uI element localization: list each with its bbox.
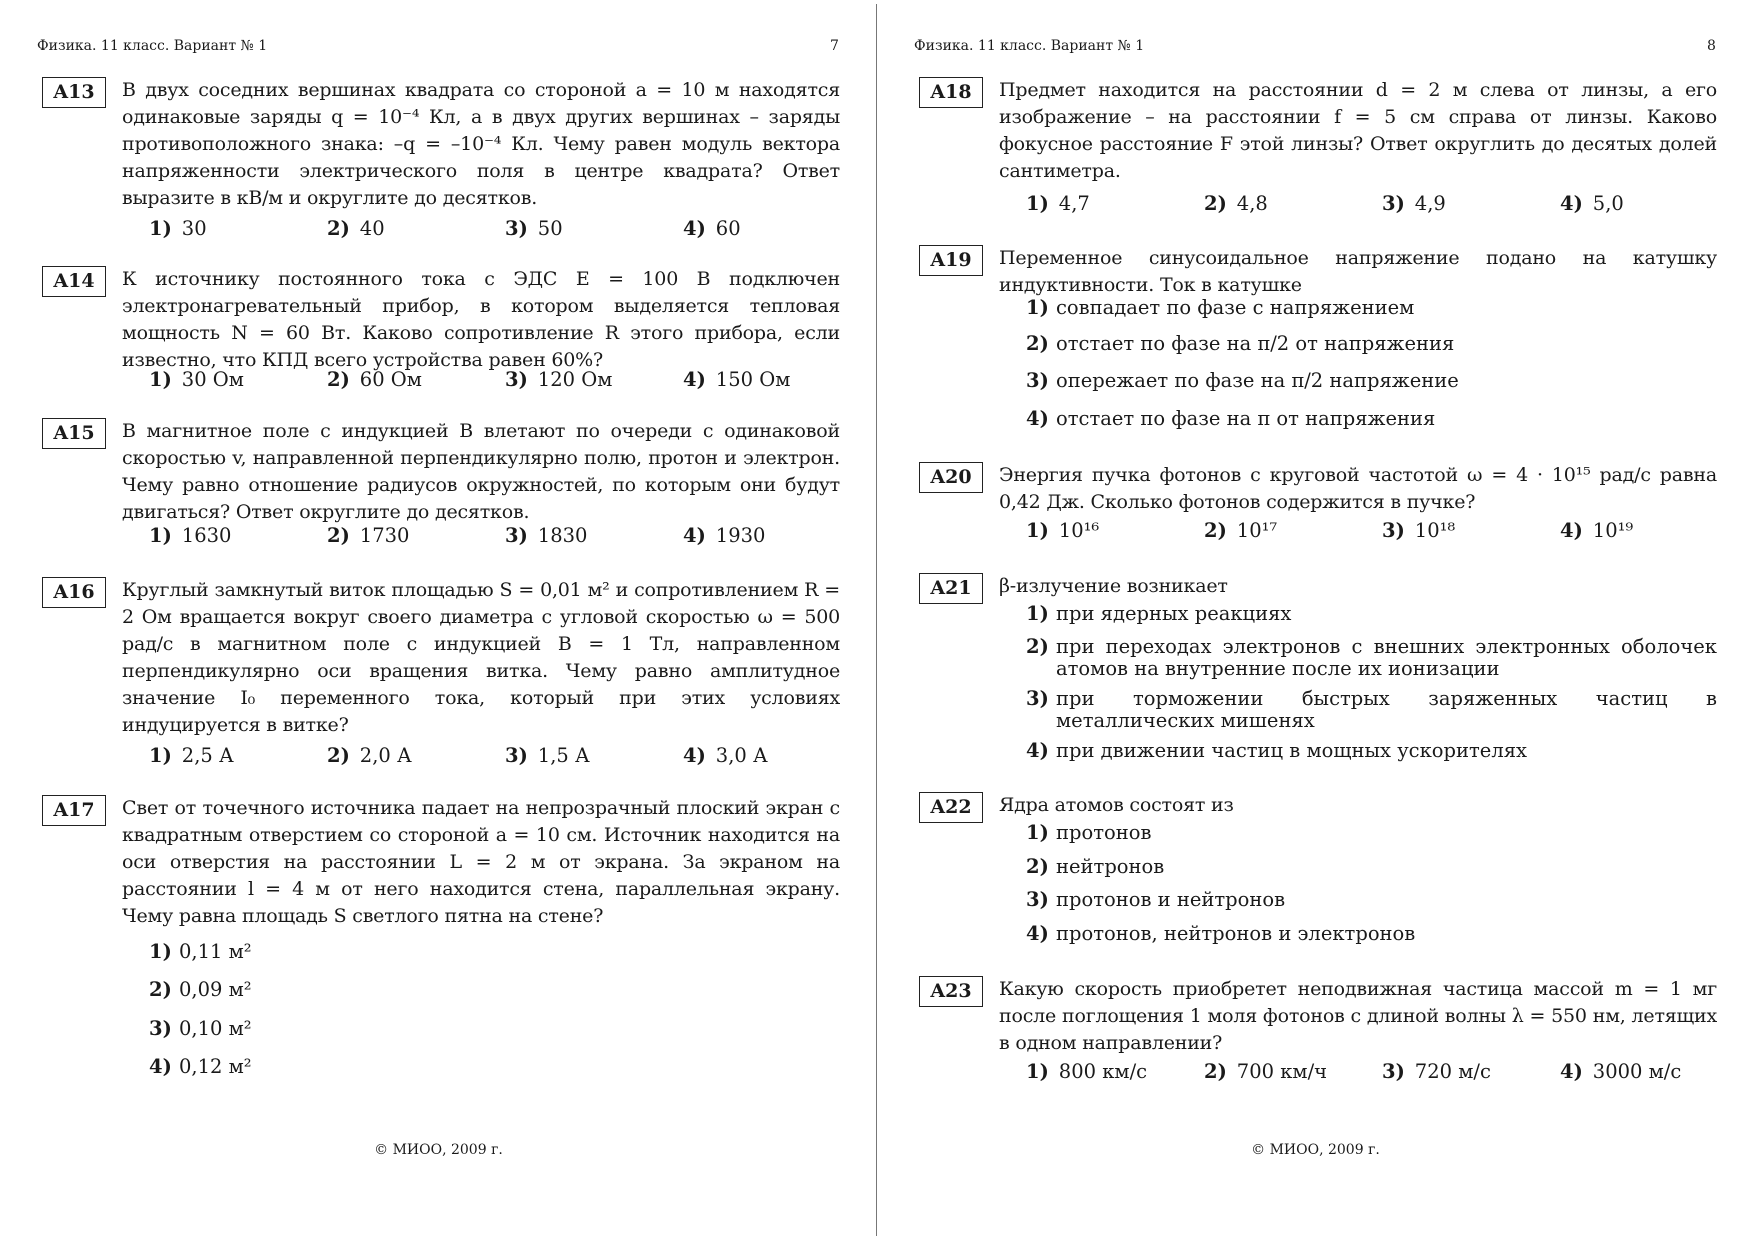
answer-option[interactable]: 1) 4,7	[1026, 192, 1090, 215]
answer-options	[1026, 822, 1717, 952]
task-A14	[42, 266, 840, 396]
task-A15	[42, 418, 840, 548]
answer-option[interactable]: 1) 800 км/с	[1026, 1060, 1148, 1083]
answer-option[interactable]: 3) 120 Ом	[505, 368, 613, 391]
task-question: Переменное синусоидальное напряжение подано на катушку индуктивности. Ток в катушке	[999, 247, 1717, 296]
answer-option[interactable]: 3) 4,9	[1382, 192, 1446, 215]
task-label: A14	[42, 266, 106, 297]
answer-option[interactable]: 4) 1930	[683, 524, 766, 547]
answer-option[interactable]: 3) 720 м/с	[1382, 1060, 1491, 1083]
task-question: Какую скорость приобретет неподвижная частица массой m = 1 мг после поглощения 1 моля фотонов с длиной волны λ = 550 нм, летящих в одном направлении?	[999, 978, 1717, 1054]
task-label: A23	[919, 976, 983, 1007]
answer-option[interactable]: 2) 1730	[327, 524, 410, 547]
answer-option[interactable]: 1) 10¹⁶	[1026, 519, 1100, 542]
answer-option[interactable]: 2) 2,0 А	[327, 744, 412, 767]
answer-option[interactable]: 4) 150 Ом	[683, 368, 791, 391]
task-A21	[919, 573, 1717, 768]
answer-option[interactable]: 3) протонов и нейтронов	[1026, 888, 1286, 911]
task-question: β-излучение возникает	[999, 575, 1228, 597]
task-question: К источнику постоянного тока с ЭДС Ε = 100 В подключен электронагревательный прибор, в котором выделяется тепловая мощность N = 60 Вт. Каково сопротивление R этого прибора, если известно, что КПД всего устройства равен 60%?	[122, 268, 840, 371]
answer-option[interactable]: 2) 4,8	[1204, 192, 1268, 215]
task-A22	[919, 792, 1717, 952]
task-label: A18	[919, 77, 983, 108]
answer-option[interactable]: 4) 3,0 А	[683, 744, 768, 767]
task-question: В магнитное поле с индукцией B влетают по очереди с одинаковой скоростью v, направленной перпендикулярно полю, протон и электрон. Чему равно отношение радиусов окружностей, по которым они будут двигаться? Ответ округлите до десятков.	[122, 420, 840, 523]
task-A19	[919, 245, 1717, 440]
page-footer: © МИОО, 2009 г.	[374, 1142, 503, 1158]
answer-option[interactable]: 3) при торможении быстрых заряженных частиц в металлических мишенях	[1026, 687, 1717, 732]
task-question: Свет от точечного источника падает на непрозрачный плоский экран с квадратным отверстием со стороной a = 10 см. Источник находится на оси отверстия на расстоянии L = 2 м от экрана. За экраном на расстоянии l = 4 м от него находится стена, параллельная экрану. Чему равна площадь S светлого пятна на стене?	[122, 797, 840, 927]
task-question: Предмет находится на расстоянии d = 2 м слева от линзы, а его изображение – на расстоянии f = 5 см справа от линзы. Каково фокусное расстояние F этой линзы? Ответ округлить до десятых долей сантиметра.	[999, 79, 1717, 182]
page-header-title: Физика. 11 класс. Вариант № 1	[914, 38, 1145, 54]
task-label: A21	[919, 573, 983, 604]
answer-option[interactable]: 1) совпадает по фазе с напряжением	[1026, 296, 1415, 319]
answer-option[interactable]: 2) отстает по фазе на π/2 от напряжения	[1026, 332, 1455, 355]
answer-option[interactable]: 4) 60	[683, 217, 741, 240]
answer-option[interactable]: 4) протонов, нейтронов и электронов	[1026, 922, 1416, 945]
answer-option[interactable]: 3) опережает по фазе на π/2 напряжение	[1026, 369, 1459, 392]
answer-option[interactable]: 3) 50	[505, 217, 563, 240]
task-question: Ядра атомов состоят из	[999, 794, 1234, 816]
answer-options	[1026, 297, 1717, 437]
task-A18	[919, 77, 1717, 217]
answer-option[interactable]: 2) 10¹⁷	[1204, 519, 1278, 542]
task-A16	[42, 577, 840, 777]
task-question: В двух соседних вершинах квадрата со стороной a = 10 м находятся одинаковые заряды q = 10⁻⁴ Кл, а в двух других вершинах – заряды противоположного знака: –q = –10⁻⁴ Кл. Чему равен модуль вектора напряженности электрического поля в центре квадрата? Ответ выразите в кВ/м и округлите до десятков.	[122, 79, 840, 209]
answer-option[interactable]: 1) 30 Ом	[149, 368, 244, 391]
answer-option[interactable]: 3) 0,10 м²	[149, 1017, 252, 1040]
answer-option[interactable]: 2) 40	[327, 217, 385, 240]
task-question: Круглый замкнутый виток площадью S = 0,01 м² и сопротивлением R = 2 Ом вращается вокруг своего диаметра с угловой скоростью ω = 500 рад/с в магнитном поле с индукцией B = 1 Тл, направленном перпендикулярно оси вращения витка. Чему равно амплитудное значение I₀ переменного тока, который при этих условиях индуцируется в витке?	[122, 579, 840, 736]
task-A17	[42, 795, 840, 1095]
task-label: A20	[919, 462, 983, 493]
page-header-title: Физика. 11 класс. Вариант № 1	[37, 38, 268, 54]
answer-option[interactable]: 1) 1630	[149, 524, 232, 547]
answer-option[interactable]: 1) при ядерных реакциях	[1026, 602, 1292, 625]
task-label: A16	[42, 577, 106, 608]
answer-option[interactable]: 2) 700 км/ч	[1204, 1060, 1328, 1083]
page-footer: © МИОО, 2009 г.	[1251, 1142, 1380, 1158]
task-label: A22	[919, 792, 983, 823]
task-label: A15	[42, 418, 106, 449]
answer-option[interactable]: 1) 2,5 А	[149, 744, 234, 767]
answer-option[interactable]: 4) 5,0	[1560, 192, 1624, 215]
answer-option[interactable]: 3) 1,5 А	[505, 744, 590, 767]
page-right	[877, 0, 1754, 1239]
page-number: 7	[830, 38, 839, 54]
answer-option[interactable]: 4) 3000 м/с	[1560, 1060, 1682, 1083]
answer-option[interactable]: 1) протонов	[1026, 821, 1152, 844]
answer-option[interactable]: 2) при переходах электронов с внешних электронных оболочек атомов на внутренние после их ионизации	[1026, 635, 1717, 680]
answer-option[interactable]: 3) 10¹⁸	[1382, 519, 1456, 542]
task-A20	[919, 462, 1717, 547]
answer-option[interactable]: 1) 30	[149, 217, 207, 240]
answer-option[interactable]: 2) 60 Ом	[327, 368, 422, 391]
answer-option[interactable]: 4) отстает по фазе на π от напряжения	[1026, 407, 1436, 430]
task-question: Энергия пучка фотонов с круговой частотой ω = 4 · 10¹⁵ рад/с равна 0,42 Дж. Сколько фотонов содержится в пучке?	[999, 464, 1717, 513]
task-A23	[919, 976, 1717, 1096]
task-label: A19	[919, 245, 983, 276]
task-label: A13	[42, 77, 106, 108]
answer-option[interactable]: 2) нейтронов	[1026, 855, 1165, 878]
page-number: 8	[1707, 38, 1716, 54]
answer-option[interactable]: 4) при движении частиц в мощных ускорителях	[1026, 739, 1528, 762]
answer-options	[1026, 603, 1717, 768]
answer-option[interactable]: 2) 0,09 м²	[149, 978, 252, 1001]
answer-option[interactable]: 4) 10¹⁹	[1560, 519, 1634, 542]
answer-option[interactable]: 4) 0,12 м²	[149, 1055, 252, 1078]
task-A13	[42, 77, 840, 247]
answer-option[interactable]: 1) 0,11 м²	[149, 940, 252, 963]
answer-options	[149, 941, 840, 1091]
task-label: A17	[42, 795, 106, 826]
answer-option[interactable]: 3) 1830	[505, 524, 588, 547]
